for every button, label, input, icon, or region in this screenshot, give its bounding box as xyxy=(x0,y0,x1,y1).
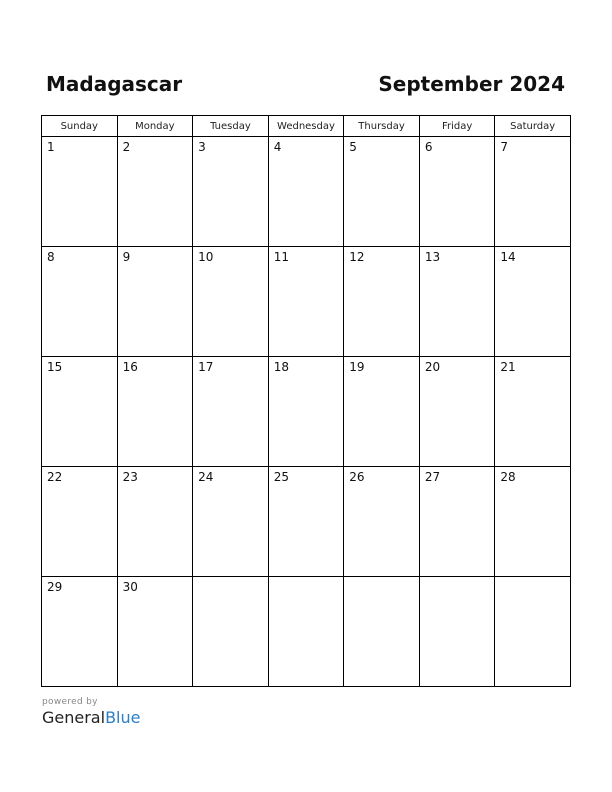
day-cell xyxy=(495,467,571,577)
day-cell xyxy=(495,247,571,357)
country-title: Madagascar xyxy=(46,72,183,96)
day-number: 30 xyxy=(122,580,138,594)
day-number xyxy=(420,577,495,580)
day-cell xyxy=(495,357,571,467)
day-number: 24 xyxy=(198,470,214,484)
day-cell xyxy=(42,467,118,577)
weekday-header: Sunday xyxy=(42,116,118,137)
brand-blue-text: Blue xyxy=(105,708,141,727)
day-number: 9 xyxy=(122,250,131,264)
day-cell xyxy=(193,577,269,687)
weekday-header: Monday xyxy=(117,116,193,137)
day-number: 7 xyxy=(500,140,509,154)
month-title: September 2024 xyxy=(378,72,565,96)
day-number: 11 xyxy=(273,250,289,264)
day-cell xyxy=(268,137,344,247)
weekday-header-row xyxy=(42,116,571,137)
calendar-grid xyxy=(41,115,571,687)
weekday-header: Saturday xyxy=(495,116,571,137)
day-cell xyxy=(419,467,495,577)
day-number xyxy=(344,577,419,580)
day-cell xyxy=(42,137,118,247)
day-number: 26 xyxy=(349,470,365,484)
week-row xyxy=(42,357,571,467)
day-number xyxy=(193,577,268,580)
day-number: 3 xyxy=(198,140,206,154)
day-number: 19 xyxy=(349,360,365,374)
day-cell xyxy=(193,357,269,467)
day-cell xyxy=(42,357,118,467)
day-cell xyxy=(344,247,420,357)
day-cell xyxy=(268,247,344,357)
day-number: 1 xyxy=(47,140,55,154)
day-cell xyxy=(42,577,118,687)
day-cell xyxy=(344,357,420,467)
day-number: 13 xyxy=(424,250,441,264)
day-number: 14 xyxy=(500,250,516,264)
day-number xyxy=(495,577,570,580)
footer-branding xyxy=(42,697,140,728)
day-cell xyxy=(193,467,269,577)
day-number: 8 xyxy=(47,250,55,264)
day-number: 6 xyxy=(424,140,433,154)
day-number: 15 xyxy=(47,360,63,374)
day-number: 18 xyxy=(273,360,289,374)
day-cell xyxy=(419,577,495,687)
weekday-header: Tuesday xyxy=(193,116,269,137)
day-number: 28 xyxy=(500,470,516,484)
day-number: 29 xyxy=(47,580,63,594)
day-cell xyxy=(495,577,571,687)
weekday-header: Wednesday xyxy=(268,116,344,137)
day-cell xyxy=(419,137,495,247)
day-cell xyxy=(495,137,571,247)
day-cell xyxy=(268,467,344,577)
day-cell xyxy=(344,137,420,247)
day-cell xyxy=(117,467,193,577)
day-cell xyxy=(193,137,269,247)
day-cell xyxy=(268,577,344,687)
day-number: 16 xyxy=(122,360,138,374)
day-cell xyxy=(268,357,344,467)
day-cell xyxy=(117,577,193,687)
day-cell xyxy=(42,247,118,357)
powered-by-text: powered by xyxy=(42,697,98,707)
day-cell xyxy=(193,247,269,357)
day-cell xyxy=(419,247,495,357)
day-cell xyxy=(117,137,193,247)
day-number: 4 xyxy=(273,140,282,154)
day-number: 21 xyxy=(500,360,516,374)
week-row xyxy=(42,577,571,687)
day-cell xyxy=(117,247,193,357)
day-number: 12 xyxy=(349,250,365,264)
week-row xyxy=(42,467,571,577)
day-number: 10 xyxy=(198,250,214,264)
week-row xyxy=(42,137,571,247)
weekday-header: Thursday xyxy=(344,116,420,137)
day-number: 22 xyxy=(47,470,63,484)
day-cell xyxy=(117,357,193,467)
day-number xyxy=(269,577,344,580)
week-row xyxy=(42,247,571,357)
generalblue-logo[interactable] xyxy=(42,708,140,728)
brand-general-text: General xyxy=(42,708,106,727)
day-number: 23 xyxy=(122,470,138,484)
day-number: 17 xyxy=(198,360,214,374)
day-number: 5 xyxy=(349,140,357,154)
weekday-header: Friday xyxy=(419,116,495,137)
day-number: 25 xyxy=(273,470,289,484)
day-number: 27 xyxy=(424,470,441,484)
day-cell xyxy=(419,357,495,467)
day-cell xyxy=(344,577,420,687)
day-number: 20 xyxy=(424,360,441,374)
day-cell xyxy=(344,467,420,577)
day-number: 2 xyxy=(122,140,131,154)
